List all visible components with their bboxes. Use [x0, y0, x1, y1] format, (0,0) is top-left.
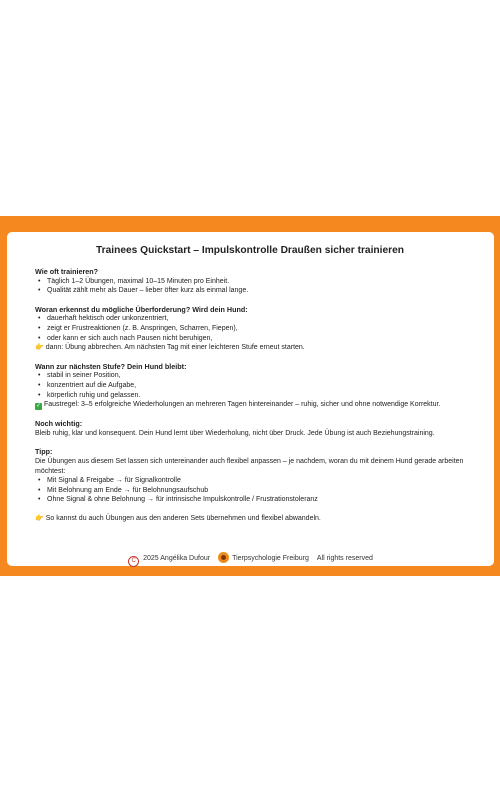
list-item: • dauerhaft hektisch oder unkonzentriert, [47, 314, 465, 324]
brand-name: Tierpsychologie Freiburg [232, 555, 309, 562]
list-item: • Täglich 1–2 Übungen, maximal 10–15 Minuten pro Einheit. [47, 277, 465, 287]
section-heading: Wie oft trainieren? [35, 267, 99, 276]
section-heading: Noch wichtig: [35, 419, 83, 429]
section-heading: Tipp: [35, 447, 53, 457]
section-text: Bleib ruhig, klar und konsequent. Dein Hund lernt über Wiederholung, nicht über Druck. Jede Übung ist auch Beziehungstraining. [35, 429, 435, 437]
section-heading: Wann zur nächsten Stufe? Dein Hund bleibt: [35, 361, 187, 371]
copyright-text: 2025 Angélika Dufour [143, 555, 211, 562]
section-tip [35, 447, 465, 505]
final-note: 👉 So kannst du auch Übungen aus den anderen Sets übernehmen und flexibel abwandeln. [35, 514, 321, 522]
brand-logo-icon [218, 552, 229, 563]
footer [7, 552, 494, 567]
list-item: • Mit Signal & Freigabe → für Signalkontrolle [47, 476, 465, 486]
list-item: • Qualität zählt mehr als Dauer – lieber öfter kurz als einmal lange. [47, 286, 465, 296]
pointing-hand-icon: 👉 [35, 514, 44, 522]
list-item: • Mit Belohnung am Ende → für Belohnungsaufschub [47, 486, 465, 496]
list-item: • Ohne Signal & ohne Belohnung → für intrinsische Impulskontrolle / Frustrationstoleranz [47, 495, 465, 505]
section-note: ✓ Faustregel: 3–5 erfolgreiche Wiederholungen an mehreren Tagen hintereinander – ruhig, sicher und ohne notwendige Korrektur. [35, 401, 441, 410]
page-title: Trainees Quickstart – Impulskontrolle Draußen sicher trainieren [96, 245, 404, 256]
list-item: • körperlich ruhig und gelassen. [47, 391, 465, 401]
section-frequency [35, 267, 465, 296]
section-important [35, 419, 465, 438]
list-item: • konzentriert auf die Aufgabe, [47, 381, 465, 391]
list-item: • zeigt er Frustreaktionen (z. B. Anspringen, Scharren, Fiepen), [47, 324, 465, 334]
check-mark-icon: ✓ [35, 403, 42, 410]
section-note: 👉 dann: Übung abbrechen. Am nächsten Tag mit einer leichteren Stufe erneut starten. [35, 344, 305, 352]
content-card [7, 232, 494, 566]
bullet-list [35, 371, 465, 400]
rights-text: All rights reserved [316, 555, 373, 562]
section-heading: Woran erkennst du mögliche Überforderung? Wird dein Hund: [35, 304, 248, 314]
pointing-hand-icon: 👉 [35, 344, 44, 352]
bullet-list [35, 277, 465, 296]
list-item: • stabil in seiner Position, [47, 371, 465, 381]
list-item: • oder kann er sich auch nach Pausen nicht beruhigen, [47, 334, 465, 344]
copyright-icon: C [128, 556, 139, 567]
bullet-list [35, 314, 465, 343]
section-overload [35, 305, 465, 353]
bullet-list [35, 476, 465, 505]
section-next-level [35, 362, 465, 410]
section-text: Die Übungen aus diesem Set lassen sich untereinander auch flexibel anpassen – je nachdem, woran du mit deinem Hund gerade arbeiten möchtest: [35, 457, 464, 475]
